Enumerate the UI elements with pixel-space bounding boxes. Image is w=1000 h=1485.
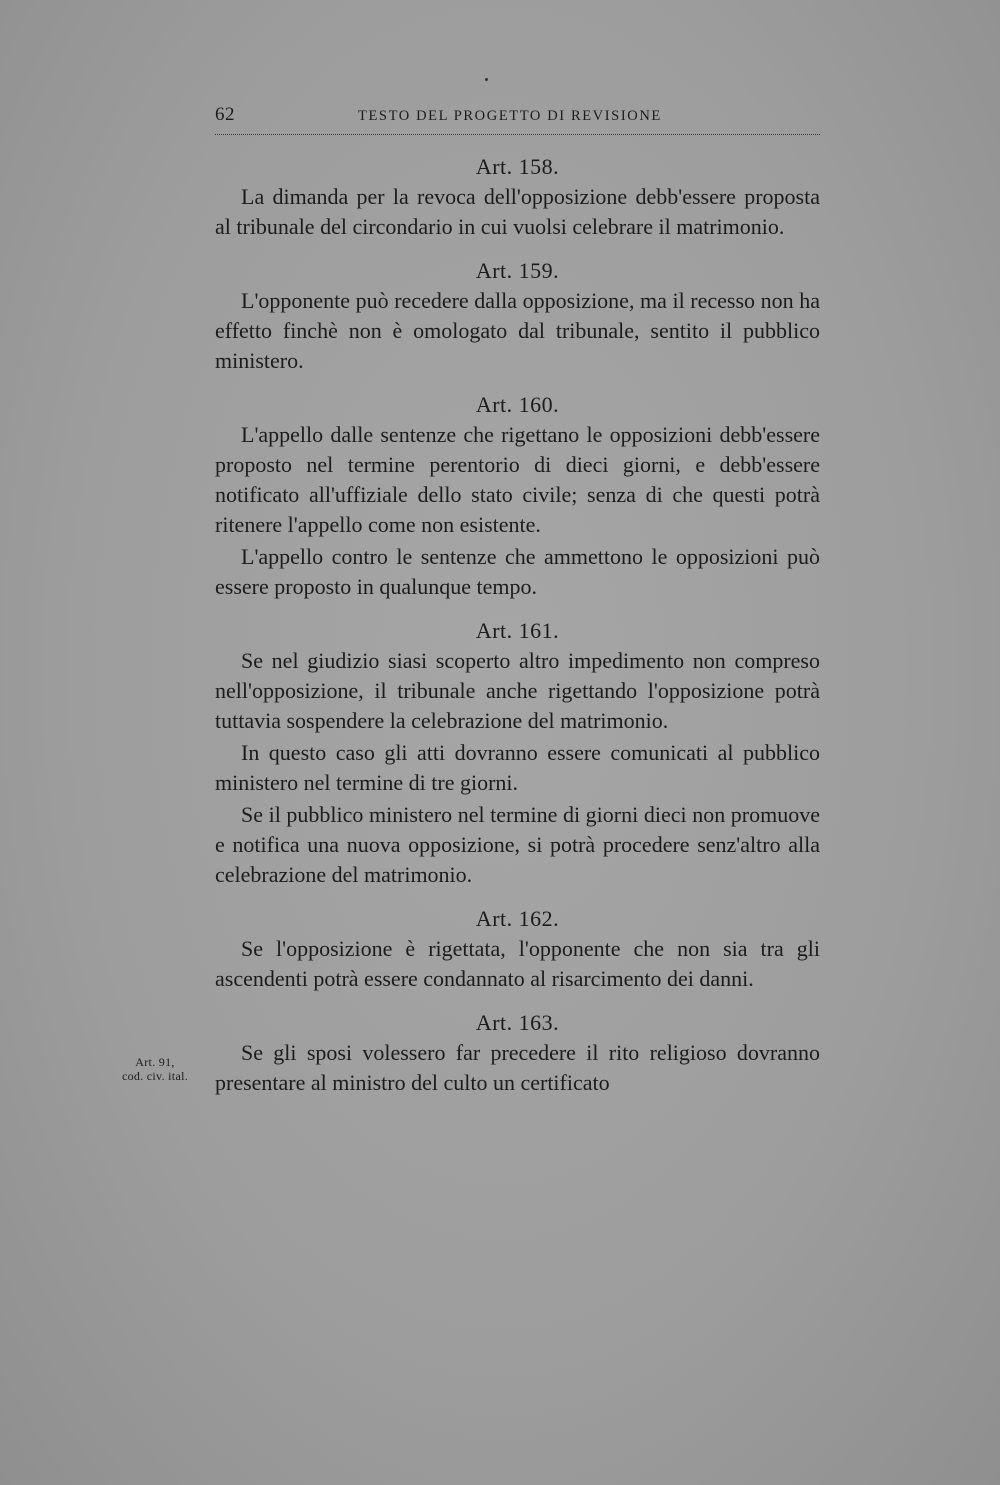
print-speck: [485, 78, 488, 81]
article-paragraph: In questo caso gli atti dovranno essere comunicati al pubblico ministero nel termine di tre giorni.: [215, 740, 820, 795]
article-heading: Art. 160.: [475, 392, 560, 417]
article-heading: Art. 159.: [475, 258, 560, 283]
running-head-title: TESTO DEL PROGETTO DI REVISIONE: [358, 108, 662, 124]
page-number: 62: [215, 104, 235, 125]
article-163: [215, 1008, 820, 1098]
article-159: [215, 256, 820, 376]
article-paragraph: La dimanda per la revoca dell'opposizione debb'essere proposta al tribunale del circondario in cui vuolsi celebrare il matrimonio.: [215, 184, 820, 239]
article-paragraph: Se l'opposizione è rigettata, l'opponente che non sia tra gli ascendenti potrà essere condannato al risarcimento dei danni.: [215, 936, 820, 991]
article-heading: Art. 163.: [475, 1010, 560, 1035]
article-paragraph: L'appello dalle sentenze che rigettano le opposizioni debb'essere proposto nel termine perentorio di dieci giorni, e debb'essere notificato all'uffiziale dello stato civile; senza di che questi potrà ritenere l'appello come non esistente.: [215, 422, 820, 537]
article-paragraph: Se il pubblico ministero nel termine di giorni dieci non promuove e notifica una nuova opposizione, si potrà procedere senz'altro alla celebrazione del matrimonio.: [215, 802, 820, 887]
article-paragraph: L'appello contro le sentenze che ammettono le opposizioni può essere proposto in qualunque tempo.: [215, 544, 820, 599]
article-paragraph: Se gli sposi volessero far precedere il rito religioso dovranno presentare al ministro del culto un certificato: [215, 1040, 820, 1095]
margin-note-line: Art. 91,: [135, 1055, 175, 1069]
article-heading: Art. 162.: [475, 906, 560, 931]
article-heading: Art. 158.: [475, 154, 560, 179]
article-heading: Art. 161.: [475, 618, 560, 643]
article-158: [215, 152, 820, 242]
body-text: [215, 152, 820, 1098]
margin-note-line: cod. civ. ital.: [121, 1069, 189, 1083]
article-paragraph: Se nel giudizio siasi scoperto altro impedimento non compreso nell'opposizione, il tribunale anche rigettando l'opposizione potrà tuttavia sospendere la celebrazione del matrimonio.: [215, 648, 820, 733]
article-162: [215, 904, 820, 994]
article-160: [215, 390, 820, 602]
article-paragraph: L'opponente può recedere dalla opposizione, ma il recesso non ha effetto finchè non è omologato dal tribunale, sentito il pubblico ministero.: [215, 288, 820, 373]
running-head: [215, 104, 820, 135]
article-161: [215, 616, 820, 890]
margin-note: [100, 1055, 210, 1083]
